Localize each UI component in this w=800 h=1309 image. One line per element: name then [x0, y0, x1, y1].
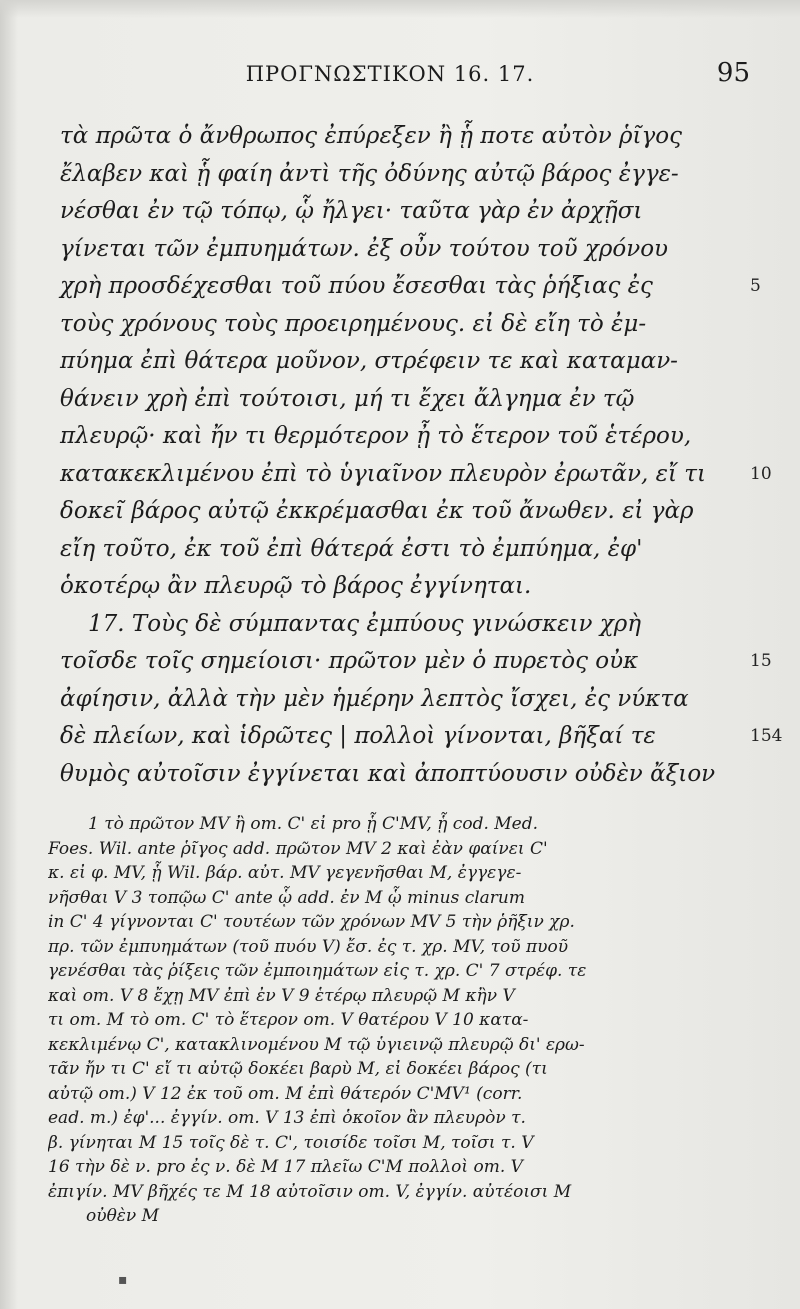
text-line: θυμὸς αὐτοῖσιν ἐγγίνεται καὶ ἀποπτύουσιν οὐδὲν ἄξιον — [60, 760, 716, 787]
running-title: ΠΡΟΓΝΩΣΤΙΚΟΝ 16. 17. — [245, 62, 535, 86]
apparatus-line: 1 τὸ πρῶτον MV ἢ om. C' εἰ pro ᾗ C'MV, ᾗ cod. Med. — [88, 814, 539, 834]
apparatus-line: β. γίνηται M 15 τοῖς δὲ τ. C', τοισίδε τοῖσι M, τοῖσι τ. V — [48, 1132, 534, 1153]
text-line: γίνεται τῶν ἐμπυημάτων. ἐξ οὖν τούτου τοῦ χρόνου — [60, 235, 669, 262]
text-line: ὁκοτέρῳ ἂν πλευρῷ τὸ βάρος ἐγγίνηται. — [60, 573, 532, 599]
apparatus-line: οὐθὲν M — [86, 1206, 160, 1226]
apparatus-line: αὐτῷ om.) V 12 ἐκ τοῦ om. M ἐπὶ θάτερόν C'MV¹ (corr. — [48, 1083, 523, 1104]
text-line: τοῖσδε τοῖς σημείοισι· πρῶτον μὲν ὁ πυρετὸς οὐκ 15 — [60, 643, 730, 681]
text-line: δὲ πλείων, καὶ ἱδρῶτες | πολλοὶ γίνονται, βῆξαί τε 154 — [60, 718, 730, 756]
text-line: ἔλαβεν καὶ ᾗ φαίη ἀντὶ τῆς ὀδύνης αὐτῷ βάρος ἐγγε- — [60, 160, 679, 187]
page-number: 95 — [716, 58, 750, 88]
running-head — [40, 58, 750, 92]
text-line: τὰ πρῶτα ὁ ἄνθρωπος ἐπύρεξεν ἢ ᾗ ποτε αὐτὸν ῥῖγος — [60, 123, 682, 149]
text-line: ἀφίησιν, ἀλλὰ τὴν μὲν ἡμέρην λεπτὸς ἴσχει, ἐς νύκτα — [60, 685, 689, 712]
line-number: 5 — [750, 276, 761, 296]
apparatus-line: γενέσθαι τὰς ῥίξεις τῶν ἐμποιημάτων εἰς τ. χρ. C' 7 στρέφ. τε — [48, 961, 587, 981]
main-text — [60, 118, 783, 793]
line-number: 10 — [750, 463, 772, 484]
text-line: νέσθαι ἐν τῷ τόπῳ, ᾧ ἤλγει· ταῦτα γὰρ ἐν ἀρχῇσι — [60, 198, 643, 224]
text-line: πλευρῷ· καὶ ἤν τι θερμότερον ᾖ τὸ ἕτερον τοῦ ἑτέρου, — [60, 423, 692, 449]
apparatus-line: καὶ om. V 8 ἔχῃ MV ἐπὶ ἐν V 9 ἑτέρῳ πλευρῷ M κἢν V — [48, 985, 515, 1006]
line-number: 154 — [750, 726, 783, 746]
text-line: τοὺς χρόνους τοὺς προειρημένους. εἰ δὲ εἴη τὸ ἐμ- — [60, 310, 647, 337]
apparatus-line: κ. εἰ φ. MV, ᾗ Wil. βάρ. αὐτ. MV γεγενῆσθαι M, ἐγγεγε- — [48, 863, 522, 883]
apparatus-line: κεκλιμένῳ C', κατακλινομένου M τῷ ὑγιεινῷ πλευρῷ δι' ερω- — [48, 1034, 585, 1055]
apparatus-line: in C' 4 γίγνονται C' τουτέων τῶν χρόνων MV 5 τὴν ῥῆξιν χρ. — [48, 912, 575, 932]
apparatus-line: πρ. τῶν ἐμπυημάτων (τοῦ πυόυ V) ἔσ. ἐς τ. χρ. MV, τοῦ πυοῦ — [48, 936, 569, 957]
apparatus-line: 16 τὴν δὲ ν. pro ἐς ν. δὲ M 17 πλεῖω C'M πολλοὶ om. V — [48, 1157, 523, 1177]
apparatus-line: ead. m.) ἐφ'... ἐγγίν. om. V 13 ἐπὶ ὁκοῖον ἂν πλευρὸν τ. — [48, 1108, 526, 1128]
text-line: εἴη τοῦτο, ἐκ τοῦ ἐπὶ θάτερά ἐστι τὸ ἐμπύημα, ἐφ' — [60, 535, 643, 562]
text-line: κατακεκλιμένου ἐπὶ τὸ ὑγιαῖνον πλευρὸν ἐρωτᾶν, εἴ τι 10 — [60, 456, 730, 494]
text-line: δοκεῖ βάρος αὐτῷ ἐκκρέμασθαι ἐκ τοῦ ἄνωθεν. εἰ γὰρ — [60, 498, 694, 524]
text-line: χρὴ προσδέχεσθαι τοῦ πύου ἔσεσθαι τὰς ῥήξιας ἐς 5 — [60, 268, 730, 306]
line-number: 15 — [750, 651, 772, 671]
text-line: θάνειν χρὴ ἐπὶ τούτοισι, μή τι ἔχει ἄλγημα ἐν τῷ — [60, 385, 635, 412]
apparatus-line: τᾶν ἤν τι C' εἴ τι αὐτῷ δοκέει βαρὺ M, εἰ δοκέει βάρος (τι — [48, 1059, 548, 1079]
apparatus-line: ἐπιγίν. MV βῆχές τε M 18 αὐτοῖσιν om. V, ἐγγίν. αὐτέοισι M — [48, 1181, 572, 1202]
print-mark: ▪ — [118, 1272, 128, 1288]
apparatus-line: Foes. Wil. ante ῥῖγος add. πρῶτον MV 2 καὶ ἐὰν φαίνει C' — [48, 838, 548, 859]
critical-apparatus — [48, 812, 748, 1229]
text-line: πύημα ἐπὶ θάτερα μοῦνον, στρέφειν τε καὶ καταμαν- — [60, 348, 678, 374]
section-heading-line: 17. Τοὺς δὲ σύμπαντας ἐμπύους γινώσκειν χρὴ — [88, 610, 642, 637]
apparatus-line: τι om. M τὸ om. C' τὸ ἕτερον om. V θατέρου V 10 κατα- — [48, 1010, 529, 1030]
apparatus-line: νῆσθαι V 3 τοπῷω C' ante ᾧ add. ἐν M ᾧ minus clarum — [48, 887, 525, 908]
